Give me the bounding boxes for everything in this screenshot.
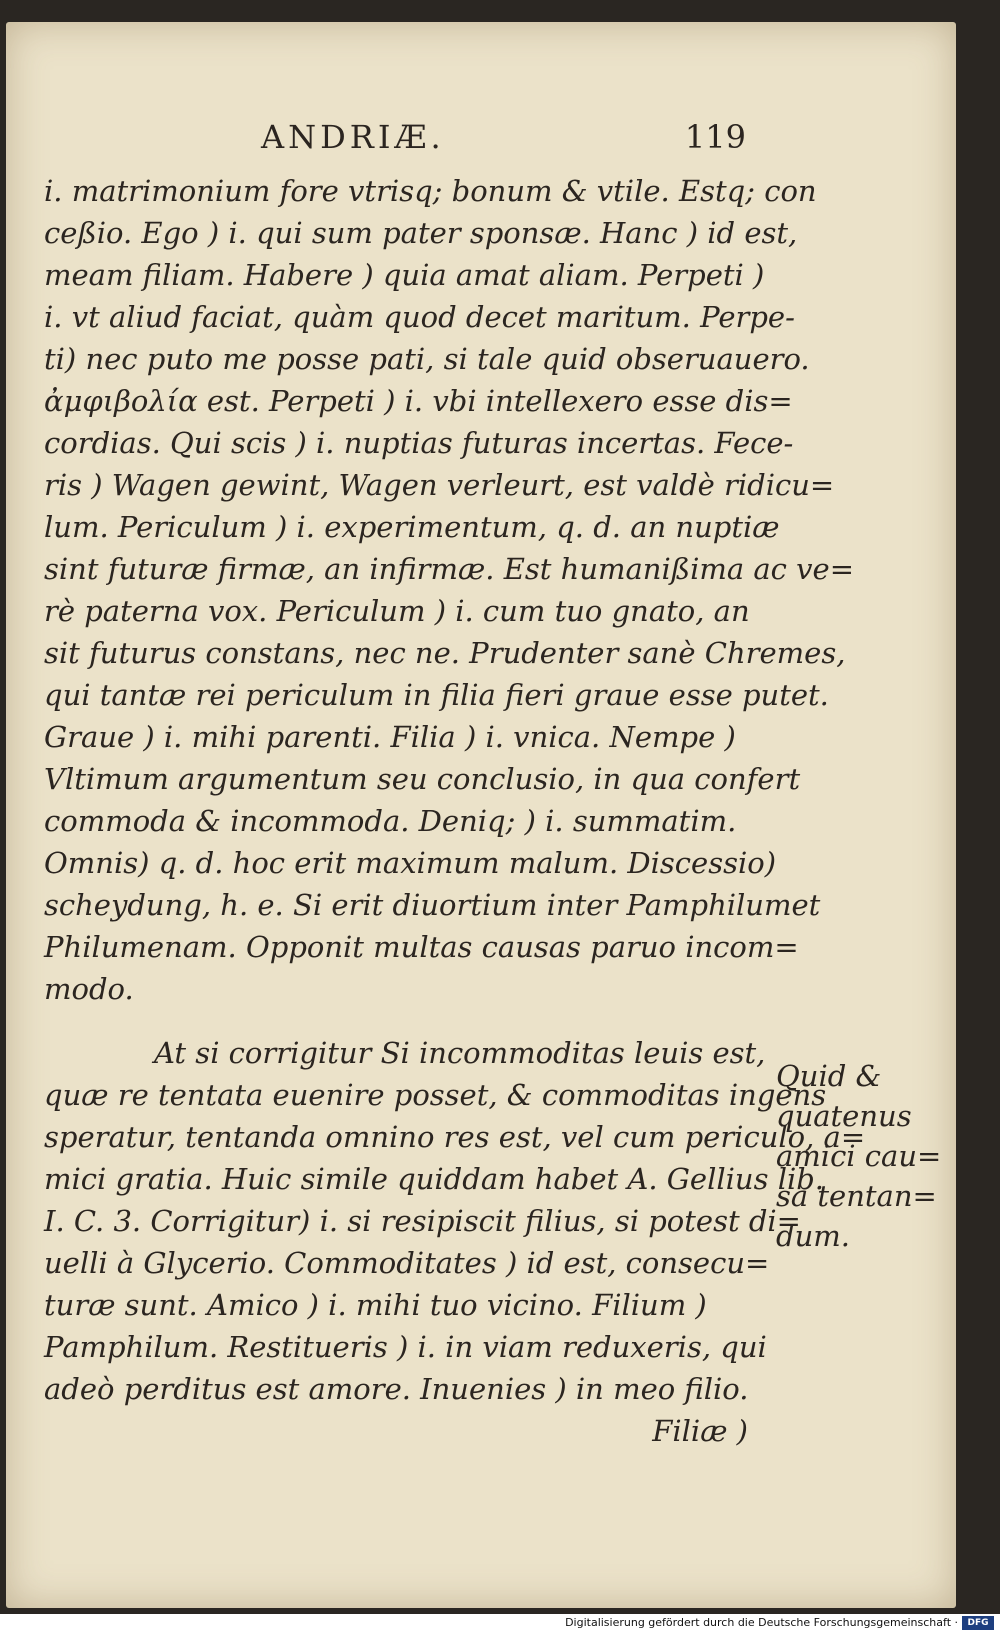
marginal-note	[776, 1056, 942, 1256]
text-line: modo.	[44, 972, 134, 1006]
text-line: speratur, tentanda omnino res est, vel cum periculo, a=	[44, 1120, 866, 1154]
text-line: Philumenam. Opponit multas causas paruo incom=	[44, 930, 799, 964]
text-line: rè paterna vox. Periculum ) i. cum tuo gnato, an	[44, 594, 750, 628]
text-line: Graue ) i. mihi parenti. Filia ) i. vnica. Nempe )	[44, 720, 736, 754]
funding-credit: Digitalisierung gefördert durch die Deutsche Forschungsgemeinschaft ·	[565, 1616, 958, 1629]
text-line: ἀμφιβολία est. Perpeti ) i. vbi intellexero esse dis=	[44, 384, 793, 418]
text-line: ceßio. Ego ) i. qui sum pater sponsæ. Hanc ) id est,	[44, 216, 798, 250]
book-page	[6, 22, 956, 1608]
marginal-line: Quid &	[776, 1059, 882, 1093]
text-line: sint futuræ firmæ, an infirmæ. Est humanißima ac ve=	[44, 552, 854, 586]
text-line: mici gratia. Huic simile quiddam habet A. Gellius lib.	[44, 1162, 825, 1196]
page-number: 119	[684, 118, 746, 156]
text-line: quæ re tentata euenire posset, & commoditas ingens	[44, 1078, 827, 1112]
text-line: lum. Periculum ) i. experimentum, q. d. an nuptiæ	[44, 510, 780, 544]
catchword: Filiæ )	[652, 1414, 748, 1448]
text-line: i. matrimonium fore vtrisq; bonum & vtile. Estq; con	[44, 174, 817, 208]
text-line: cordias. Qui scis ) i. nuptias futuras incertas. Fece-	[44, 426, 794, 460]
text-line: sit futurus constans, nec ne. Prudenter sanè Chremes,	[44, 636, 846, 670]
dfg-logo: DFG	[962, 1616, 994, 1630]
marginal-line: amici cau=	[776, 1139, 942, 1173]
marginal-line: sa tentan=	[776, 1179, 937, 1213]
text-line: Omnis) q. d. hoc erit maximum malum. Discessio)	[44, 846, 777, 880]
marginal-line: dum.	[776, 1219, 850, 1253]
text-line: scheydung, h. e. Si erit diuortium inter Pamphilumet	[44, 888, 821, 922]
text-line: Vltimum argumentum seu conclusio, in qua confert	[44, 762, 801, 796]
running-header	[46, 118, 746, 158]
text-line: meam filiam. Habere ) quia amat aliam. Perpeti )	[44, 258, 765, 292]
text-line: Pamphilum. Restitueris ) i. in viam reduxeris, qui	[44, 1330, 767, 1364]
digitization-footer	[0, 1614, 1000, 1634]
text-line: qui tantæ rei periculum in filia fieri graue esse putet.	[44, 678, 829, 712]
paragraph-start-line: At si corrigitur Si incommoditas leuis est,	[154, 1036, 766, 1070]
text-line: ris ) Wagen gewint, Wagen verleurt, est valdè ridicu=	[44, 468, 835, 502]
text-line: turæ sunt. Amico ) i. mihi tuo vicino. Filium )	[44, 1288, 707, 1322]
text-line: commoda & incommoda. Deniq; ) i. summatim.	[44, 804, 737, 838]
text-line: uelli à Glycerio. Commoditates ) id est, consecu=	[44, 1246, 770, 1280]
text-line: i. vt aliud faciat, quàm quod decet maritum. Perpe-	[44, 300, 795, 334]
text-line: adeò perditus est amore. Inuenies ) in meo filio.	[44, 1372, 749, 1406]
marginal-line: quatenus	[776, 1099, 912, 1133]
running-title: ANDRIÆ.	[261, 118, 445, 156]
text-line: I. C. 3. Corrigitur) i. si resipiscit filius, si potest di=	[44, 1204, 801, 1238]
text-line: ti) nec puto me posse pati, si tale quid obseruauero.	[44, 342, 810, 376]
